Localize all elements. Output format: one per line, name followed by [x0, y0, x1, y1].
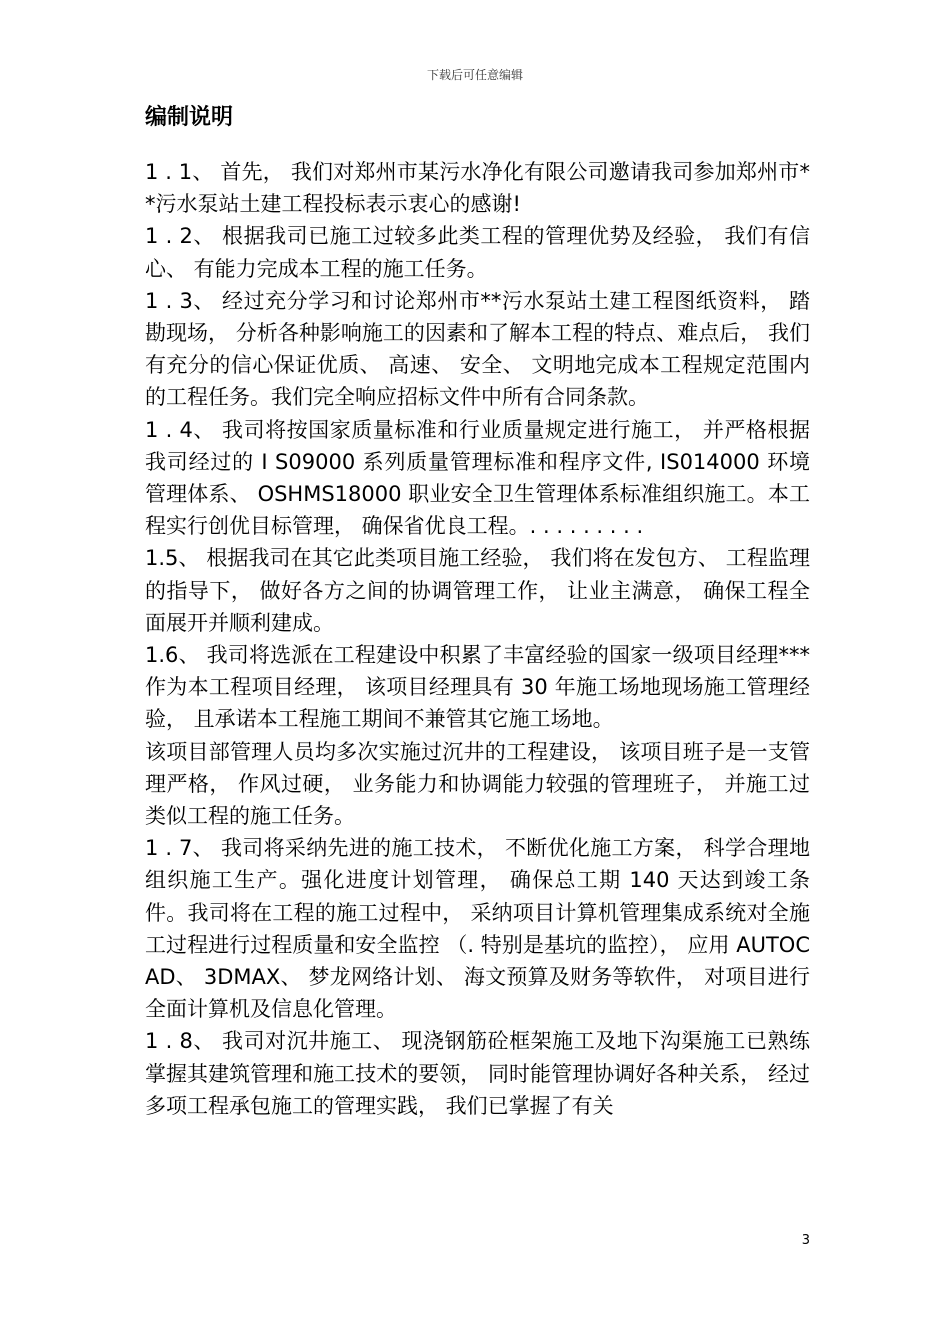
- paragraph-1-6: 1.6、 我司将选派在工程建设中积累了丰富经验的国家一级项目经理***作为本工程项目经理， 该项目经理具有 30 年施工场地现场施工管理经验， 且承诺本工程施工期间不兼管其它施工场地。: [145, 643, 810, 732]
- header-note: 下载后可任意编辑: [426, 68, 523, 82]
- page-number: 3: [801, 1233, 810, 1248]
- document-title: 编制说明: [145, 105, 234, 130]
- paragraph-1-4: 1 . 4、 我司将按国家质量标准和行业质量规定进行施工， 并严格根据我司经过的 I S09000 系列质量管理标准和程序文件, IS014000 环境管理体系、 OSHMS18000 职业安全卫生管理体系标准组织施工。本工程实行创优目标管理， 确保省优良工程。. . . . . . . . .: [145, 417, 810, 539]
- paragraph-1-1: 1 . 1、 首先， 我们对郑州市某污水净化有限公司邀请我司参加郑州市**污水泵站土建工程投标表示衷心的感谢!: [145, 160, 810, 217]
- paragraph-1-7: 1 . 7、 我司将采纳先进的施工技术， 不断优化施工方案， 科学合理地组织施工生产。强化进度计划管理， 确保总工期 140 天达到竣工条件。我司将在工程的施工过程中， 采纳项目计算机管理集成系统对全施工过程进行过程质量和安全监控 （. 特别是基坑的监控）， 应用 AUTOCAD、 3DMAX、 梦龙网络计划、 海文预算及财务等软件， 对项目进行全面计算机及信息化管理。: [145, 836, 810, 1022]
- paragraph-1-2: 1 . 2、 根据我司已施工过较多此类工程的管理优势及经验， 我们有信心、 有能力完成本工程的施工任务。: [145, 224, 810, 281]
- document-body: [145, 156, 810, 1122]
- paragraph-1-5: 1.5、 根据我司在其它此类项目施工经验， 我们将在发包方、 工程监理的指导下， 做好各方之间的协调管理工作， 让业主满意， 确保工程全面展开并顺利建成。: [145, 546, 810, 635]
- paragraph-project-team: 该项目部管理人员均多次实施过沉井的工程建设， 该项目班子是一支管理严格， 作风过硬， 业务能力和协调能力较强的管理班子， 并施工过类似工程的施工任务。: [145, 739, 810, 829]
- paragraph-1-3: 1 . 3、 经过充分学习和讨论郑州市**污水泵站土建工程图纸资料， 踏勘现场， 分析各种影响施工的因素和了解本工程的特点、难点后， 我们有充分的信心保证优质、 高速、 安全、 文明地完成本工程规定范围内的工程任务。我们完全响应招标文件中所有合同条款。: [145, 288, 810, 410]
- paragraph-1-8: 1 . 8、 我司对沉井施工、 现浇钢筋砼框架施工及地下沟渠施工已熟练掌握其建筑管理和施工技术的要领， 同时能管理协调好各种关系， 经过多项工程承包施工的管理实践， 我们已掌握了有关: [145, 1029, 810, 1118]
